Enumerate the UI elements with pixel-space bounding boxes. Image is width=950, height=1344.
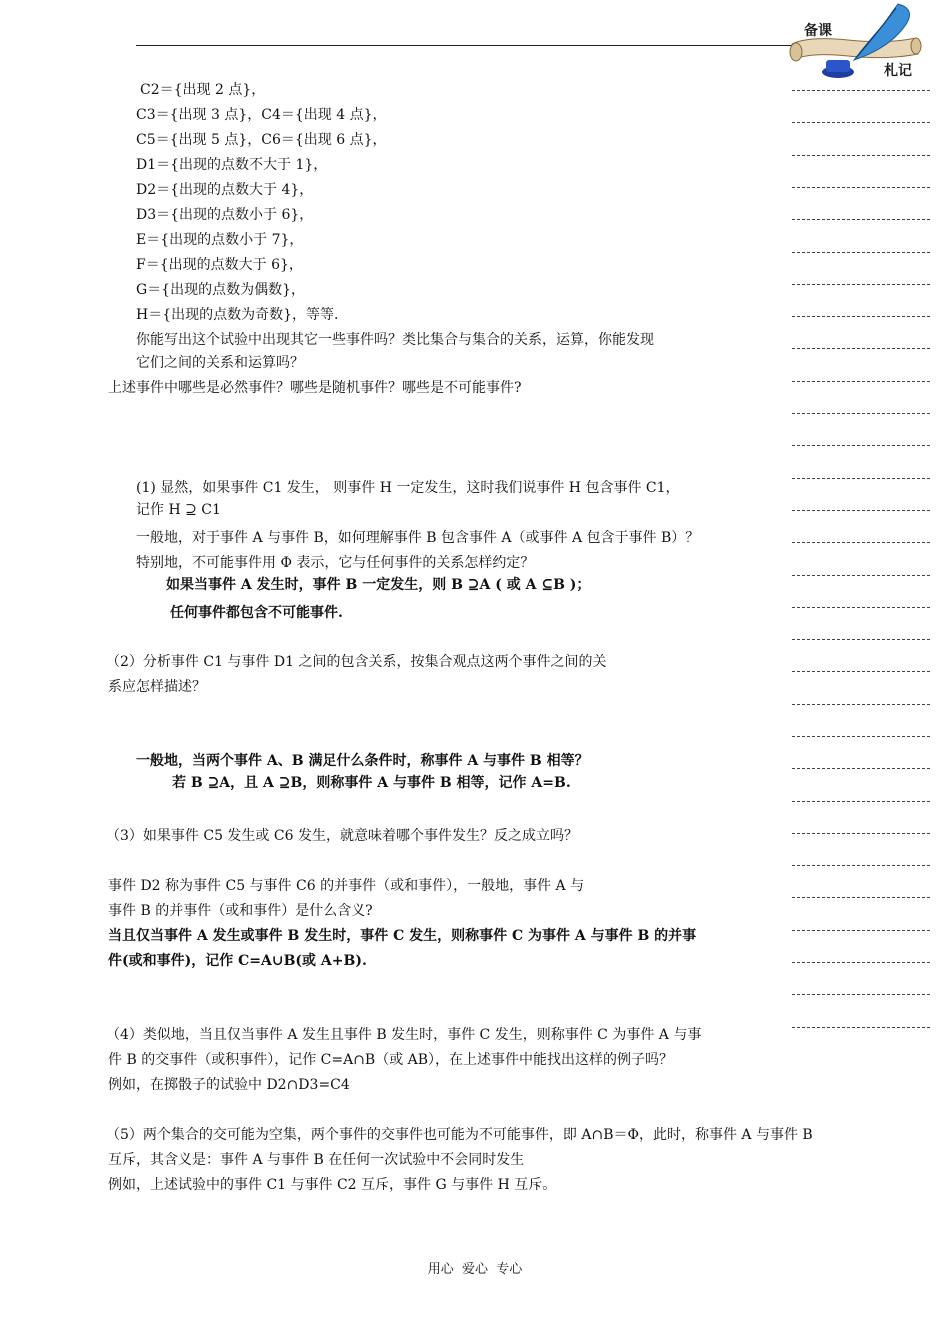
note-line xyxy=(792,284,930,285)
note-line xyxy=(792,801,930,802)
note-line xyxy=(792,542,930,543)
text-line: 例如，在掷骰子的试验中 D2∩D3=C4 xyxy=(108,1077,350,1093)
note-line xyxy=(792,219,930,220)
logo xyxy=(788,2,928,80)
text-line: 你能写出这个试验中出现其它一些事件吗？类比集合与集合的关系，运算，你能发现 xyxy=(136,332,654,348)
note-line xyxy=(792,510,930,511)
text-line: （3）如果事件 C5 发生或 C6 发生，就意味着哪个事件发生？反之成立吗？ xyxy=(106,828,578,844)
note-line xyxy=(792,122,930,123)
text-line: G＝{出现的点数为偶数}， xyxy=(136,282,305,298)
text-line: 当且仅当事件 A 发生或事件 B 发生时，事件 C 发生，则称事件 C 为事件 A 与事件 B 的并事 xyxy=(108,928,697,944)
text-line: D2＝{出现的点数大于 4}， xyxy=(136,182,314,198)
text-line: C3＝{出现 3 点}，C4＝{出现 4 点}， xyxy=(136,107,387,123)
note-line xyxy=(792,155,930,156)
note-line xyxy=(792,478,930,479)
text-line: 互斥，其含义是：事件 A 与事件 B 在任何一次试验中不会同时发生 xyxy=(108,1152,525,1168)
text-line: 事件 D2 称为事件 C5 与事件 C6 的并事件（或和事件），一般地，事件 A 与 xyxy=(108,878,585,894)
text-line: C5＝{出现 5 点}，C6＝{出现 6 点}， xyxy=(136,132,387,148)
text-line: D1＝{出现的点数不大于 1}， xyxy=(136,157,328,173)
text-line: （2）分析事件 C1 与事件 D1 之间的包含关系，按集合观点这两个事件之间的关 xyxy=(106,654,607,670)
text-line: 例如，上述试验中的事件 C1 与事件 C2 互斥，事件 G 与事件 H 互斥。 xyxy=(108,1177,557,1193)
text-line: C2＝{出现 2 点}， xyxy=(140,82,266,98)
logo-text-top: 备课 xyxy=(804,23,832,39)
text-line: 任何事件都包含不可能事件. xyxy=(170,605,343,621)
note-line xyxy=(792,833,930,834)
page-footer: 用心 爱心 专心 xyxy=(427,1262,523,1277)
text-line: 如果当事件 A 发生时，事件 B 一定发生，则 B ⊇A ( 或 A ⊆B )； xyxy=(166,577,591,593)
text-line: （5）两个集合的交可能为空集，两个事件的交事件也可能为不可能事件，即 A∩B＝Φ，此时，称事件 A 与事件 B xyxy=(106,1127,813,1143)
note-line xyxy=(792,736,930,737)
note-line xyxy=(792,316,930,317)
note-line xyxy=(792,865,930,866)
note-line xyxy=(792,90,930,91)
note-line xyxy=(792,768,930,769)
text-line: 若 B ⊇A，且 A ⊇B，则称事件 A 与事件 B 相等，记作 A=B. xyxy=(172,775,571,791)
note-line xyxy=(792,575,930,576)
note-line xyxy=(792,639,930,640)
note-line xyxy=(792,413,930,414)
text-line: 一般地，当两个事件 A、B 满足什么条件时，称事件 A 与事件 B 相等？ xyxy=(136,753,589,769)
text-line: D3＝{出现的点数小于 6}， xyxy=(136,207,314,223)
note-line xyxy=(792,962,930,963)
note-line xyxy=(792,445,930,446)
note-line xyxy=(792,187,930,188)
text-line: 一般地，对于事件 A 与事件 B，如何理解事件 B 包含事件 A（或事件 A 包含于事件 B）？ xyxy=(136,530,700,546)
text-line: 特别地，不可能事件用 Φ 表示，它与任何事件的关系怎样约定？ xyxy=(136,555,535,571)
text-line: 事件 B 的并事件（或和事件）是什么含义? xyxy=(108,903,373,919)
note-line xyxy=(792,994,930,995)
logo-text-bottom: 札记 xyxy=(884,63,912,79)
text-line: 上述事件中哪些是必然事件？哪些是随机事件？哪些是不可能事件? xyxy=(108,380,522,396)
text-line: (1) 显然，如果事件 C1 发生， 则事件 H 一定发生，这时我们说事件 H 包含事件 C1， xyxy=(136,480,680,496)
note-line xyxy=(792,607,930,608)
text-line: E＝{出现的点数小于 7}， xyxy=(136,232,304,248)
text-line: （4）类似地，当且仅当事件 A 发生且事件 B 发生时，事件 C 发生，则称事件 C 为事件 A 与事 xyxy=(106,1027,702,1043)
note-line xyxy=(792,704,930,705)
note-line xyxy=(792,897,930,898)
note-line xyxy=(792,930,930,931)
text-line: 系应怎样描述？ xyxy=(108,679,206,695)
note-line xyxy=(792,348,930,349)
header-rule xyxy=(136,45,796,46)
text-line: F＝{出现的点数大于 6}， xyxy=(136,257,303,273)
note-line xyxy=(792,381,930,382)
text-line: 件(或和事件)，记作 C=A∪B(或 A+B). xyxy=(108,953,367,969)
text-line: 记作 H ⊇ C1 xyxy=(136,502,221,518)
text-line: H＝{出现的点数为奇数}，等等. xyxy=(136,307,339,323)
text-line: 它们之间的关系和运算吗？ xyxy=(136,355,304,371)
note-line xyxy=(792,1027,930,1028)
note-line xyxy=(792,671,930,672)
text-line: 件 B 的交事件（或积事件），记作 C=A∩B（或 AB），在上述事件中能找出这样的例子吗？ xyxy=(108,1052,674,1068)
note-line xyxy=(792,252,930,253)
